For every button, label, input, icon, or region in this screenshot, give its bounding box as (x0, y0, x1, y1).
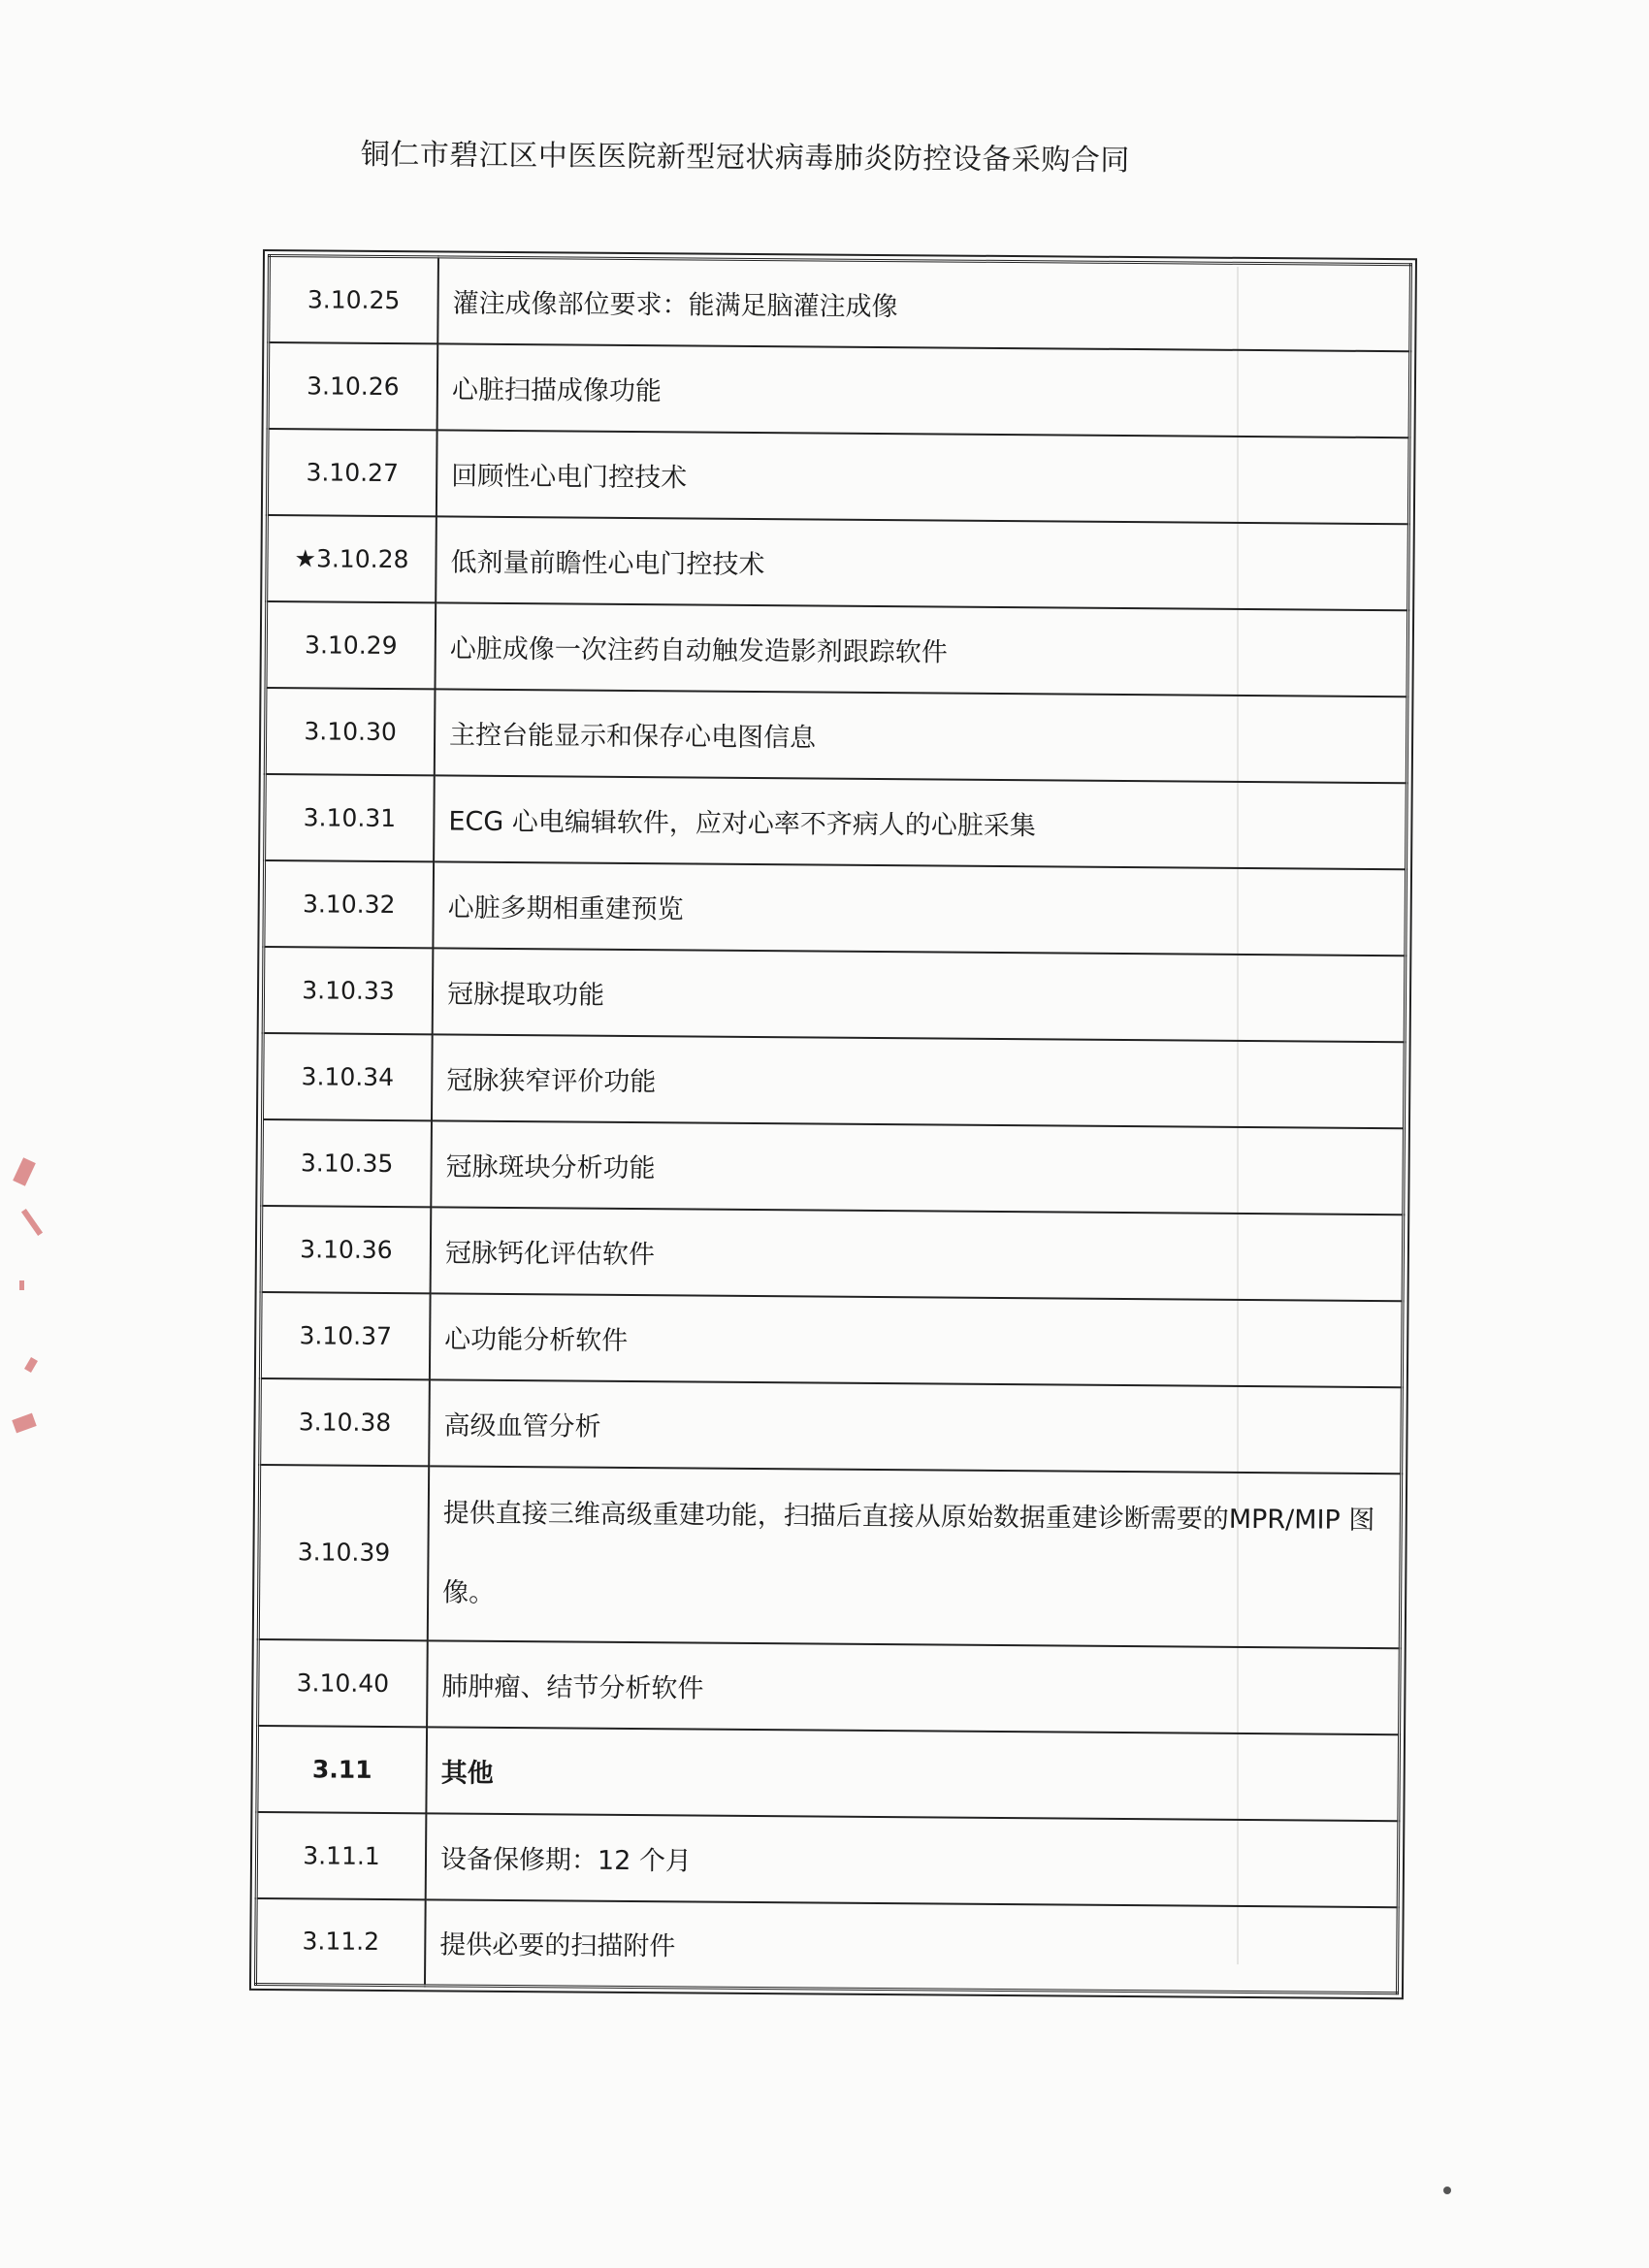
item-number: 3.10.32 (264, 859, 434, 947)
item-number: 3.10.35 (262, 1118, 432, 1206)
item-number: 3.10.30 (265, 687, 435, 774)
table-row (267, 429, 1409, 524)
item-number: 3.10.36 (261, 1205, 431, 1292)
table-row (255, 1897, 1398, 1993)
item-number: 3.10.31 (265, 773, 435, 860)
item-number: 3.10.33 (263, 946, 433, 1033)
item-description: 低剂量前瞻性心电门控技术 (436, 516, 1408, 610)
table-row (264, 859, 1406, 955)
item-description: 主控台能显示和保存心电图信息 (435, 689, 1407, 783)
red-stamp-fragment (21, 1209, 43, 1236)
item-description: 提供直接三维高级重建功能，扫描后直接从原始数据重建诊断需要的MPR/MIP 图像。 (428, 1466, 1402, 1648)
item-number: 3.11.2 (255, 1897, 425, 1985)
red-stamp-fragment (12, 1413, 36, 1434)
table-row (267, 515, 1409, 610)
item-description: 心功能分析软件 (430, 1293, 1403, 1387)
item-description: 冠脉钙化评估软件 (431, 1207, 1404, 1301)
item-number: 3.10.37 (260, 1291, 430, 1378)
item-description: 灌注成像部位要求：能满足脑灌注成像 (437, 257, 1410, 351)
item-number: 3.11.1 (256, 1811, 426, 1898)
item-description: 冠脉提取功能 (433, 948, 1406, 1042)
item-description: 回顾性心电门控技术 (436, 430, 1409, 524)
table-row (265, 687, 1407, 782)
item-number: 3.10.25 (269, 256, 438, 343)
red-stamp-fragment (24, 1357, 38, 1373)
table-row (258, 1638, 1401, 1733)
document-title: 铜仁市碧江区中医医院新型冠状病毒肺炎防控设备采购合同 (360, 137, 1130, 178)
table-row (266, 601, 1408, 697)
item-number: 3.10.29 (266, 601, 436, 689)
table-row (268, 342, 1410, 437)
spec-table (254, 254, 1412, 1994)
table-row (262, 1118, 1405, 1214)
item-number: 3.10.39 (258, 1464, 429, 1639)
table-row (269, 256, 1411, 351)
spec-table-container (254, 254, 1412, 1994)
red-stamp-fragment (19, 1280, 24, 1290)
table-row (261, 1205, 1404, 1300)
item-description: 心脏多期相重建预览 (433, 861, 1406, 956)
table-row (260, 1291, 1403, 1386)
item-description: 冠脉狭窄评价功能 (432, 1034, 1405, 1128)
table-row (256, 1811, 1399, 1906)
item-number: 3.10.38 (260, 1377, 430, 1465)
table-row (262, 1032, 1405, 1127)
item-description: 提供必要的扫描附件 (425, 1899, 1398, 1993)
item-number: 3.10.34 (262, 1032, 432, 1119)
item-description: 心脏成像一次注药自动触发造影剂跟踪软件 (435, 602, 1407, 697)
item-number: 3.10.40 (258, 1638, 428, 1726)
item-number: 3.10.26 (268, 342, 437, 430)
table-row (263, 946, 1406, 1041)
section-number: 3.11 (257, 1725, 427, 1812)
table-row (258, 1464, 1401, 1647)
table-row (265, 773, 1407, 868)
item-description: 设备保修期：12 个月 (426, 1813, 1399, 1907)
table-row (260, 1377, 1403, 1473)
item-description: 肺肿瘤、结节分析软件 (427, 1640, 1400, 1734)
item-description: 冠脉斑块分析功能 (431, 1120, 1404, 1215)
section-title: 其他 (426, 1727, 1399, 1821)
item-description: 高级血管分析 (429, 1379, 1402, 1474)
item-number: ★3.10.28 (267, 515, 436, 602)
item-description: ECG 心电编辑软件，应对心率不齐病人的心脏采集 (434, 775, 1406, 869)
red-stamp-fragment (13, 1157, 36, 1185)
paper-speck (1443, 2187, 1451, 2194)
item-description: 心脏扫描成像功能 (437, 343, 1410, 437)
section-header-row (257, 1725, 1400, 1820)
item-number: 3.10.27 (267, 429, 436, 516)
